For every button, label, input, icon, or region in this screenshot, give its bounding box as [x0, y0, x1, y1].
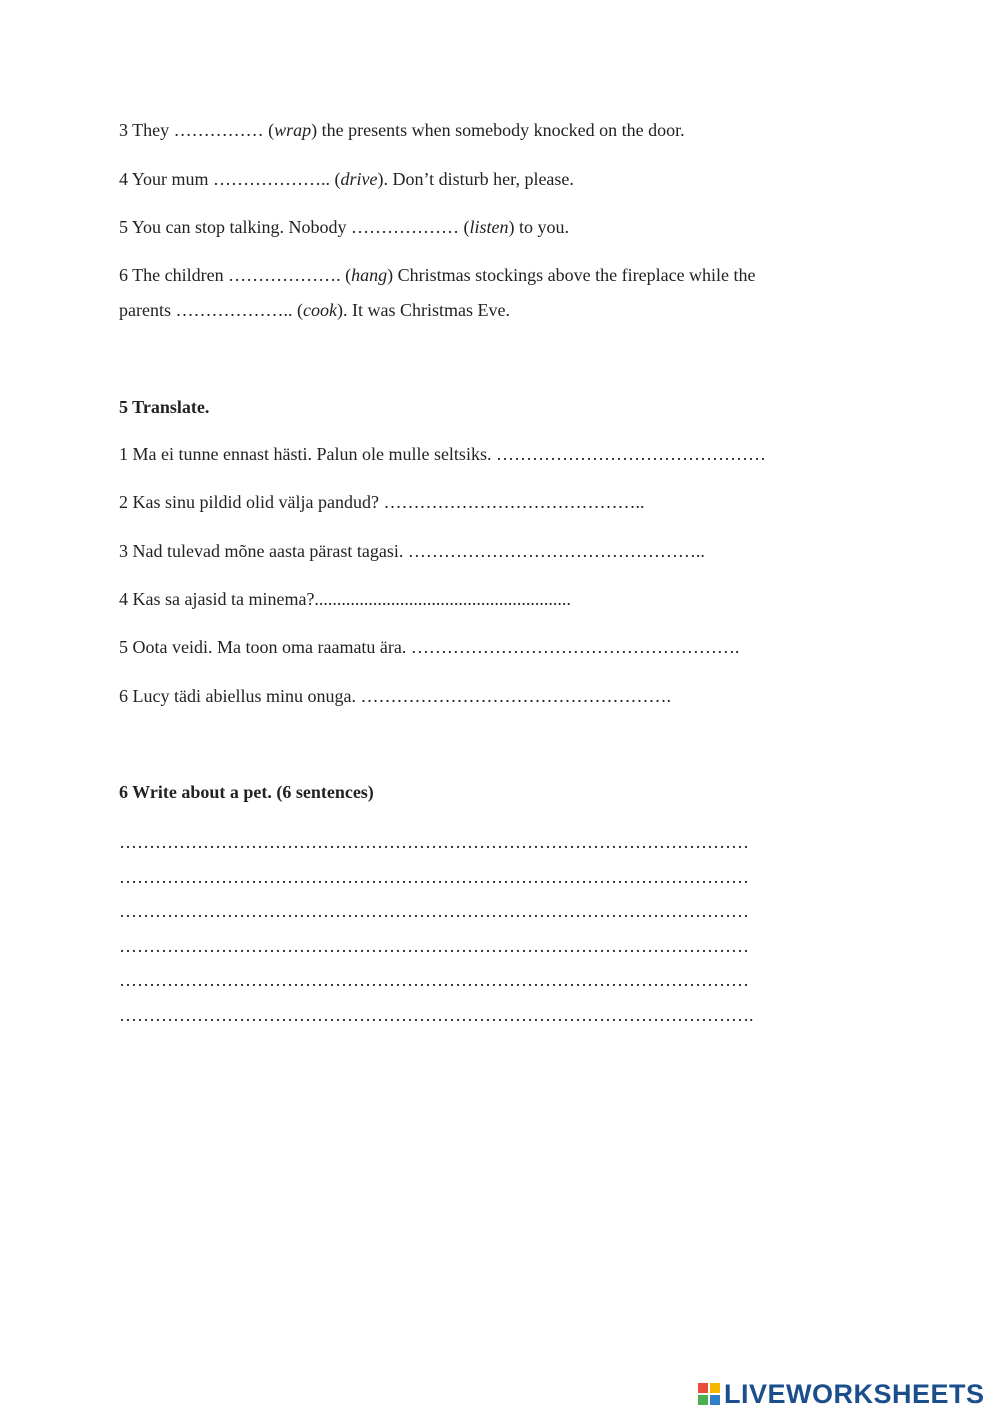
- verb-hint: listen: [469, 217, 509, 237]
- translate-item-1: 1 Ma ei tunne ennast hästi. Palun ole mulle seltsiks. ………………………………………: [119, 444, 766, 464]
- verb-hint: hang: [351, 265, 388, 285]
- writing-line: ……………………………………………………………………………………………: [119, 867, 749, 887]
- writing-line: ……………………………………………………………………………………………: [119, 832, 749, 852]
- translate-item-4: 4 Kas sa ajasid ta minema?.........................................................: [119, 589, 571, 609]
- writing-line: ……………………………………………………………………………………………: [119, 901, 749, 921]
- exercise4-item-3: 3 They …………… (wrap) the presents when somebody knocked on the door.: [119, 120, 685, 140]
- writing-line: ……………………………………………………………………………………………: [119, 970, 749, 990]
- verb-hint: wrap: [274, 120, 312, 140]
- exercise4-item-6-line2: parents ……………….. (cook). It was Christmas Eve.: [119, 300, 510, 320]
- verb-hint: cook: [302, 300, 337, 320]
- writing-line: …………………………………………………………………………………………….: [119, 1005, 754, 1025]
- logo-text: LIVEWORKSHEETS: [724, 1378, 985, 1409]
- logo-icon: [698, 1383, 720, 1405]
- writing-line: ……………………………………………………………………………………………: [119, 936, 749, 956]
- exercise4-item-4: 4 Your mum ……………….. (drive). Don’t disturb her, please.: [119, 169, 574, 189]
- exercise4-item-5: 5 You can stop talking. Nobody ……………… (listen) to you.: [119, 217, 569, 237]
- verb-hint: drive: [340, 169, 378, 189]
- logo-square: [698, 1395, 708, 1405]
- translate-item-6: 6 Lucy tädi abiellus minu onuga. …………………………………………….: [119, 686, 671, 706]
- translate-item-3: 3 Nad tulevad mõne aasta pärast tagasi. …………………………………………..: [119, 541, 705, 561]
- liveworksheets-logo[interactable]: [698, 1378, 985, 1410]
- exercise5-heading: 5 Translate.: [119, 397, 210, 417]
- logo-square: [698, 1383, 708, 1393]
- logo-square: [710, 1395, 720, 1405]
- translate-item-2: 2 Kas sinu pildid olid välja pandud? ……………………………………..: [119, 492, 645, 512]
- exercise6-heading: 6 Write about a pet. (6 sentences): [119, 782, 374, 802]
- logo-square: [710, 1383, 720, 1393]
- exercise4-item-6-line1: 6 The children ………………. (hang) Christmas stockings above the fireplace while the: [119, 265, 756, 285]
- translate-item-5: 5 Oota veidi. Ma toon oma raamatu ära. ……………………………………………….: [119, 637, 740, 657]
